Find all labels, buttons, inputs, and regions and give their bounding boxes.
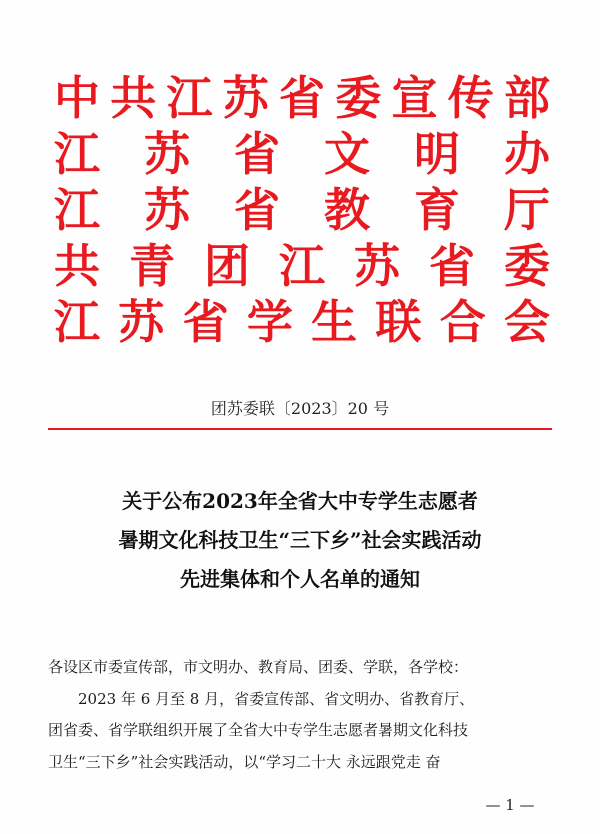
title-line-3: 先进集体和个人名单的通知 [180,567,420,591]
document-title [40,482,560,599]
org-line-3: 江 苏 省 教 育 厅 [54,183,550,237]
paragraph-line-3: 卫生“三下乡”社会实践活动，以“学习二十大 永远跟党走 奋 [48,752,441,771]
document-number: 团苏委联〔2023〕20 号 [210,399,390,418]
document-body [48,652,558,778]
paragraph-line-1: 2023 年 6 月至 8 月，省委宣传部、省文明办、省教育厅、 [78,689,475,708]
org-line-5: 江 苏 省 学 生 联 合 会 [54,295,550,349]
org-line-4: 共 青 团 江 苏 省 委 [54,239,550,293]
red-divider-line [48,428,552,430]
issuing-organizations-header [52,70,552,350]
paragraph-line-2: 团省委、省学联组织开展了全省大中专学生志愿者暑期文化科技 [48,721,469,739]
org-line-2: 江 苏 省 文 明 办 [54,127,550,181]
salutation: 各设区市委宣传部，市文明办、教育局、团委、学联，各学校： [48,658,469,676]
title-line-1: 关于公布2023年全省大中专学生志愿者 [122,489,478,513]
org-line-1: 中 共 江 苏 省 委 宣 传 部 [54,71,550,125]
title-line-2: 暑期文化科技卫生“三下乡”社会实践活动 [118,528,482,552]
page-number: — 1 — [485,796,535,814]
